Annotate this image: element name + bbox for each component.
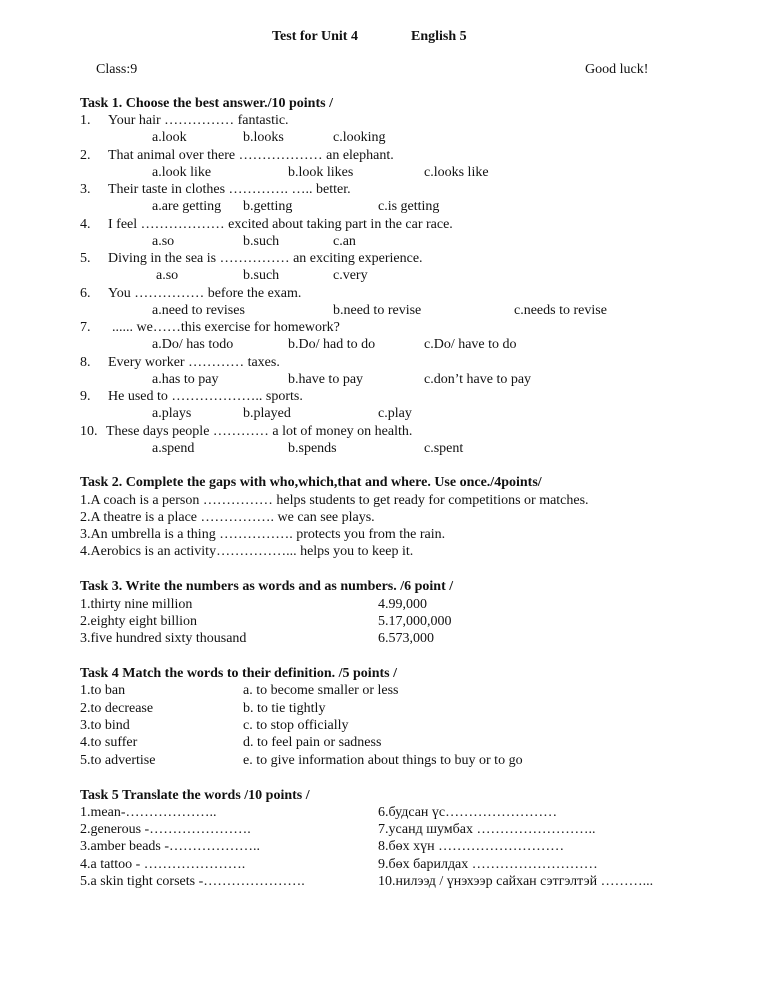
question-number: 10. — [80, 424, 98, 439]
translate-item: 6.будсан үс…………………… — [378, 805, 558, 820]
gap-sentence: 3.An umbrella is a thing ……………. protects you from the rain. — [80, 527, 446, 542]
question-text: Diving in the sea is …………… an exciting experience. — [108, 251, 423, 266]
question-text: Every worker ………… taxes. — [108, 355, 280, 370]
question-number: 4. — [80, 217, 91, 232]
match-definition: b. to tie tightly — [243, 701, 326, 716]
translate-item: 9.бөх барилдах ……………………… — [378, 857, 598, 872]
option-b: b.getting — [243, 199, 293, 214]
match-word: 4.to suffer — [80, 735, 138, 750]
translate-item: 7.усанд шумбах …………………….. — [378, 822, 596, 837]
translate-item: 8.бөх хүн ……………………… — [378, 839, 565, 854]
question-text: You …………… before the exam. — [108, 286, 302, 301]
option-c: c.play — [378, 406, 412, 421]
option-c: c.looking — [333, 130, 386, 145]
option-b: b.have to pay — [288, 372, 364, 387]
option-c: c.an — [333, 234, 356, 249]
option-b: b.such — [243, 234, 280, 249]
option-a: a.look like — [152, 165, 212, 180]
option-a: a.need to revises — [152, 303, 245, 318]
class-label: Class:9 — [96, 62, 138, 77]
option-a: a.has to pay — [152, 372, 219, 387]
question-number: 8. — [80, 355, 91, 370]
translate-item: 2.generous -…………………. — [80, 822, 251, 837]
translate-item: 1.mean-……………….. — [80, 805, 217, 820]
number-digits: 6.573,000 — [378, 631, 434, 646]
question-text: Your hair …………… fantastic. — [108, 113, 289, 128]
number-digits: 5.17,000,000 — [378, 614, 452, 629]
number-words: 1.thirty nine million — [80, 597, 193, 612]
option-b: b.need to revise — [333, 303, 422, 318]
option-a: a.so — [156, 268, 179, 283]
option-c: c.very — [333, 268, 368, 283]
question-number: 1. — [80, 113, 91, 128]
option-a: a.so — [152, 234, 175, 249]
translate-item: 5.a skin tight corsets -…………………. — [80, 874, 305, 889]
test-title: Test for Unit 4 — [272, 29, 358, 44]
option-b: b.played — [243, 406, 291, 421]
question-number: 9. — [80, 389, 91, 404]
option-a: a.plays — [152, 406, 192, 421]
option-c: c.Do/ have to do — [424, 337, 517, 352]
question-number: 6. — [80, 286, 91, 301]
option-a: a.Do/ has todo — [152, 337, 234, 352]
question-text: He used to ……………….. sports. — [108, 389, 303, 404]
question-text: These days people ………… a lot of money on health. — [106, 424, 413, 439]
match-definition: c. to stop officially — [243, 718, 349, 733]
option-b: b.such — [243, 268, 280, 283]
translate-item: 3.amber beads -……………….. — [80, 839, 261, 854]
task3-heading: Task 3. Write the numbers as words and as numbers. /6 point / — [80, 579, 454, 594]
option-a: a.look — [152, 130, 187, 145]
match-word: 5.to advertise — [80, 753, 156, 768]
match-definition: d. to feel pain or sadness — [243, 735, 382, 750]
option-c: c.needs to revise — [514, 303, 607, 318]
match-word: 3.to bind — [80, 718, 130, 733]
gap-sentence: 1.A coach is a person …………… helps students to get ready for competitions or matches. — [80, 493, 589, 508]
question-text: ...... we……this exercise for homework? — [112, 320, 340, 335]
option-c: c.is getting — [378, 199, 440, 214]
option-b: b.Do/ had to do — [288, 337, 376, 352]
number-words: 2.eighty eight billion — [80, 614, 198, 629]
task1-heading: Task 1. Choose the best answer./10 points / — [80, 96, 333, 111]
translate-item: 10.нилээд / үнэхээр сайхан сэтгэлтэй ………... — [378, 874, 654, 889]
option-c: c.looks like — [424, 165, 489, 180]
number-digits: 4.99,000 — [378, 597, 427, 612]
match-definition: a. to become smaller or less — [243, 683, 399, 698]
option-a: a.spend — [152, 441, 195, 456]
match-definition: e. to give information about things to buy or to go — [243, 753, 523, 768]
question-text: Their taste in clothes …………. ….. better. — [108, 182, 351, 197]
task5-heading: Task 5 Translate the words /10 points / — [80, 788, 310, 803]
subject-title: English 5 — [411, 29, 467, 44]
number-words: 3.five hundred sixty thousand — [80, 631, 247, 646]
translate-item: 4.a tattoo - …………………. — [80, 857, 246, 872]
option-a: a.are getting — [152, 199, 222, 214]
question-number: 7. — [80, 320, 91, 335]
task2-heading: Task 2. Complete the gaps with who,which,that and where. Use once./4points/ — [80, 475, 542, 490]
option-c: c.spent — [424, 441, 464, 456]
question-text: I feel ……………… excited about taking part in the car race. — [108, 217, 453, 232]
option-b: b.spends — [288, 441, 337, 456]
question-text: That animal over there ……………… an elephant. — [108, 148, 394, 163]
match-word: 2.to decrease — [80, 701, 154, 716]
question-number: 5. — [80, 251, 91, 266]
question-number: 3. — [80, 182, 91, 197]
gap-sentence: 4.Aerobics is an activity……………... helps you to keep it. — [80, 544, 414, 559]
match-word: 1.to ban — [80, 683, 126, 698]
good-luck-text: Good luck! — [585, 62, 649, 77]
option-c: c.don’t have to pay — [424, 372, 532, 387]
task4-heading: Task 4 Match the words to their definition. /5 points / — [80, 666, 397, 681]
gap-sentence: 2.A theatre is a place ……………. we can see plays. — [80, 510, 375, 525]
question-number: 2. — [80, 148, 91, 163]
option-b: b.looks — [243, 130, 284, 145]
option-b: b.look likes — [288, 165, 354, 180]
